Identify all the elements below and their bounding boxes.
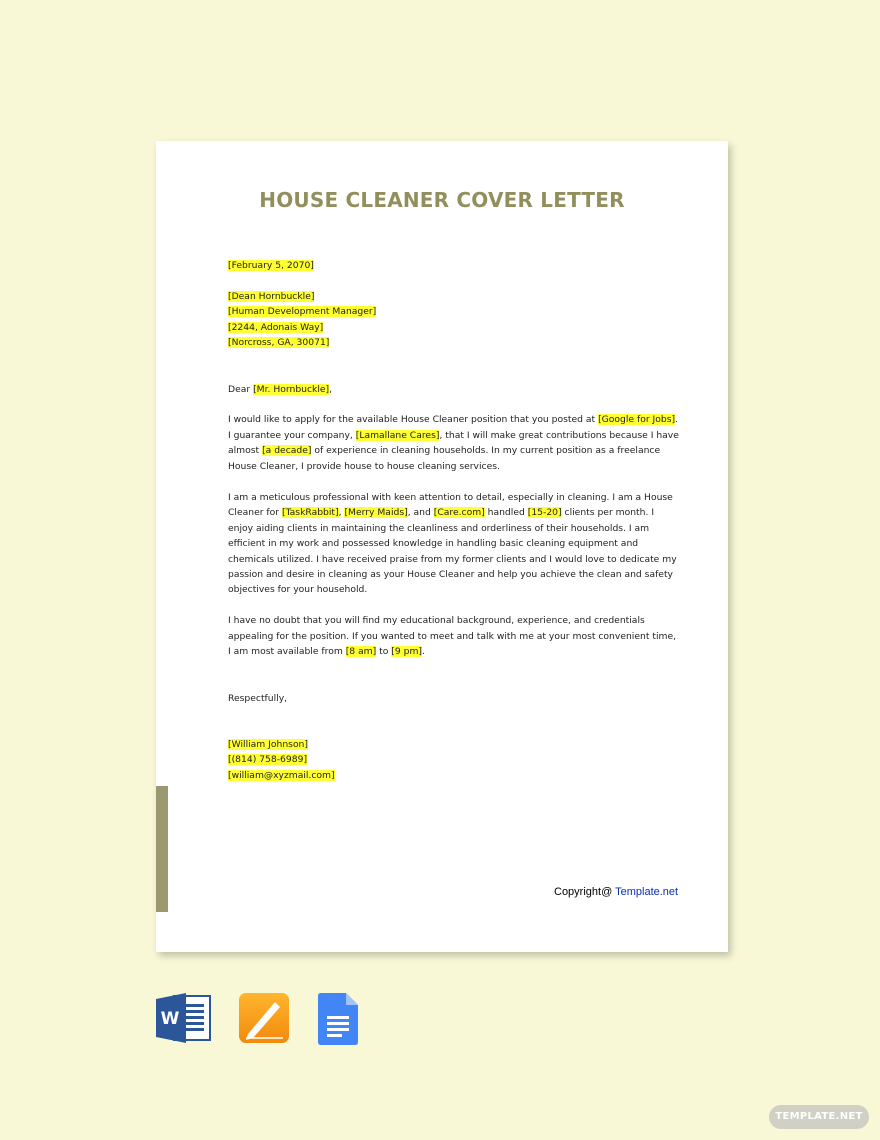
employer-1-placeholder: [TaskRabbit] [281, 507, 339, 519]
accent-bar [156, 786, 168, 912]
end-time-placeholder: [9 pm] [391, 646, 423, 658]
recipient-street: [2244, Adonais Way] [228, 321, 324, 333]
letter-title: HOUSE CLEANER COVER LETTER [259, 188, 625, 212]
experience-placeholder: [a decade] [262, 445, 312, 457]
employer-2-placeholder: [Merry Maids] [344, 507, 408, 519]
letter-date [228, 258, 680, 273]
date-placeholder: [February 5, 2070] [228, 260, 314, 271]
paragraph-intro: I would like to apply for the available House Cleaner position that you posted at [Google for Jobs]. I guarantee your company, [Lamallane Cares], that I will make great contributions because I have almost [a decade] of experience in cleaning households. In my current position as a freelance House Cleaner, I provide house to house cleaning services. [228, 414, 679, 472]
recipient-city: [Norcross, GA, 30071] [228, 337, 330, 349]
salutation: Dear [Mr. Hornbuckle], [228, 383, 333, 395]
watermark-badge: TEMPLATE.NET [769, 1105, 869, 1129]
signature-name: [William Johnson] [228, 738, 308, 750]
word-icon[interactable] [156, 993, 212, 1043]
signature-email: [william@xyzmail.com] [228, 769, 335, 781]
pages-icon[interactable] [239, 993, 289, 1043]
svg-text:W: W [160, 1009, 180, 1029]
closing: Respectfully, [228, 692, 288, 704]
start-time-placeholder: [8 am] [345, 646, 377, 658]
copyright-link[interactable]: Template.net [615, 886, 679, 898]
job-board-placeholder: [Google for Jobs] [598, 414, 676, 426]
salutation-name: [Mr. Hornbuckle] [253, 383, 330, 395]
letter-page [156, 141, 728, 952]
recipient-address [228, 289, 680, 351]
paragraph-experience: I am a meticulous professional with keen attention to detail, especially in cleaning. I am a House Cleaner for [TaskRabbit], [Merry Maids], and [Care.com] handled [15-20] clients per month. I enjoy aiding clients in maintaining the cleanliness and orderliness of their households. I am efficient in my work and possessed knowledge in handling basic cleaning equipment and chemicals utilized. I have received praise from my former clients and I would love to dedicate my passion and desire in cleaning as your House Cleaner and help you achieve the clean and safety objectives for your household. [228, 491, 677, 596]
paragraph-availability: I have no doubt that you will find my educational background, experience, and credentials appealing for the position. If you wanted to meet and talk with me at your most convenient time, I am most available from [8 am] to [9 pm]. [228, 615, 677, 658]
copyright-notice: Copyright@ Template.net [554, 886, 679, 898]
google-docs-icon[interactable] [318, 993, 358, 1045]
letter-body [228, 258, 680, 783]
signature-block [228, 737, 680, 783]
employer-3-placeholder: [Care.com] [433, 507, 485, 519]
company-placeholder: [Lamallane Cares] [355, 429, 440, 441]
signature-phone: [(814) 758-6989] [228, 754, 308, 766]
recipient-name: [Dean Hornbuckle] [228, 290, 315, 302]
recipient-position: [Human Development Manager] [228, 306, 377, 318]
clients-count-placeholder: [15-20] [527, 507, 562, 519]
